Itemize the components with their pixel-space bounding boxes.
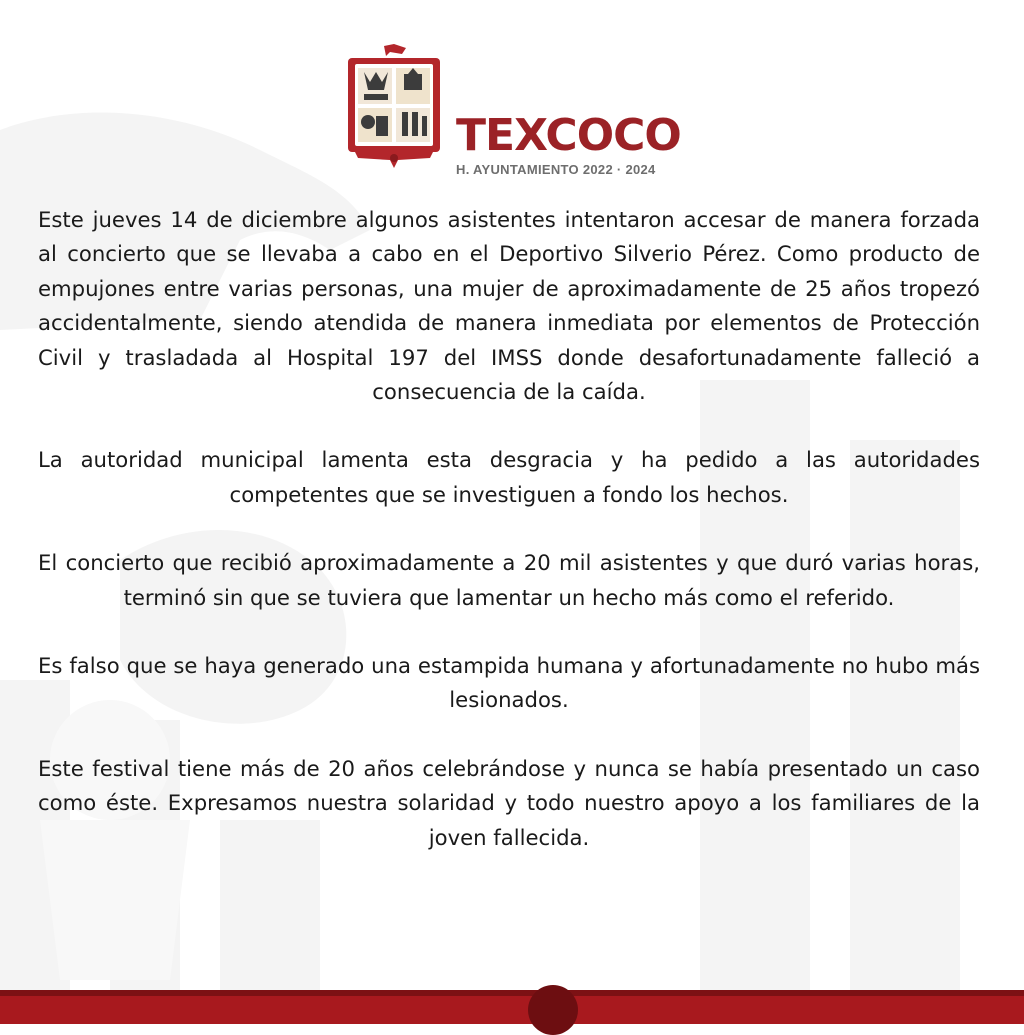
- statement-paragraph: La autoridad municipal lamenta esta desgracia y ha pedido a las autoridades competentes que se investiguen a fondo los hechos.: [38, 447, 980, 507]
- statement-paragraph: Este jueves 14 de diciembre algunos asistentes intentaron accesar de manera forzada al concierto que se llevaba a cabo en el Deportivo Silverio Pérez. Como producto de empujones entre varias personas, una mujer de aproximadamente de 25 años tropezó accidentalmente, siendo atendida de manera inmediata por elementos de Protección Civil y trasladada al Hospital 197 del IMSS donde desafortunadamente falleció a consecuencia de la caída.: [38, 207, 980, 405]
- statement-paragraph: Es falso que se haya generado una estampida humana y afortunadamente no hubo más lesionados.: [38, 653, 980, 713]
- municipal-crest-icon: [344, 42, 444, 170]
- statement-body: [38, 203, 980, 889]
- statement-paragraph: Este festival tiene más de 20 años celebrándose y nunca se había presentado un caso como éste. Expresamos nuestra solaridad y todo nuestro apoyo a los familiares de la joven fallecida.: [38, 755, 980, 850]
- brand-name: TEXCOCO: [456, 110, 681, 161]
- footer-stripe: [0, 990, 1024, 996]
- header: [344, 42, 684, 177]
- brand-subtitle: H. AYUNTAMIENTO 2022 · 2024: [456, 162, 656, 177]
- statement-paragraph: El concierto que recibió aproximadamente a 20 mil asistentes y que duró varias horas, terminó sin que se tuviera que lamentar un hecho más como el referido.: [38, 550, 980, 610]
- footer-circle: [528, 985, 578, 1035]
